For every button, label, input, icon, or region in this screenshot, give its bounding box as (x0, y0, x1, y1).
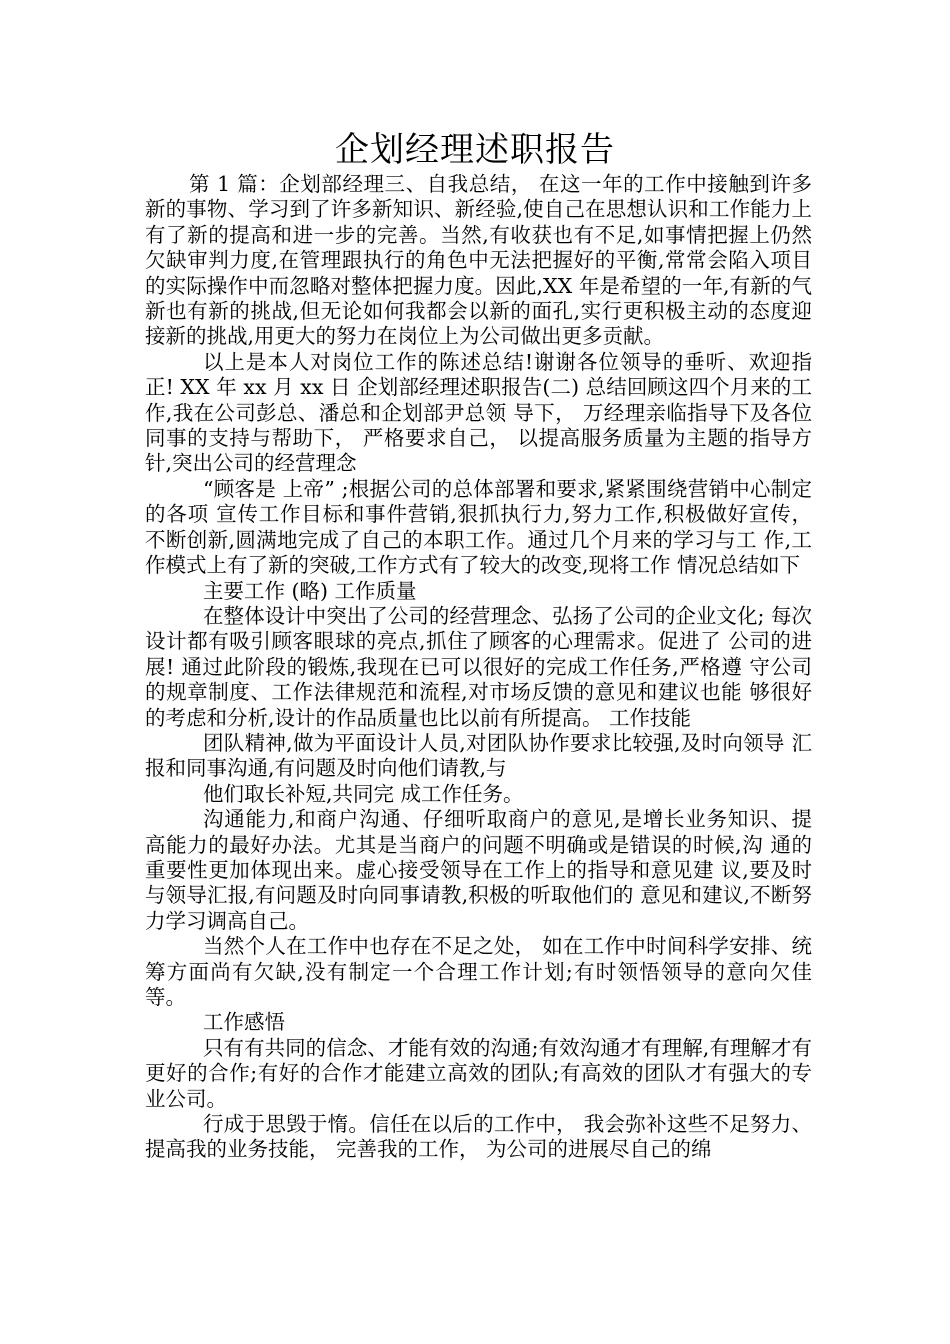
paragraph: 主要工作 (略) 工作质量 (203, 578, 417, 603)
paragraph: “顾客是 上帝” ;根据公司的总体部署和要求,紧紧围绕营销中心制定的各项 宣传工作目标和事件营销,狠抓执行力,努力工作,积极做好宣传， 不断创新,圆满地完成了自己的本职工作。通过几个月来的学习与工 作,工作模式上有了新的突破,工作方式有了较大的改变,现将工作 情况总结如下 (145, 476, 812, 578)
paragraph: 工作感悟 (203, 1010, 285, 1035)
paragraph: 第 1 篇：企划部经理三、自我总结， 在这一年的工作中接触到许多新的事物、学习到了许多新知识、新经验,使自己在思想认识和工作能力上有了新的提高和进一步的完善。当然,有收获也有不足,如事情把握上仍然欠缺审判力度,在管理跟执行的角色中无法把握好的平衡,常常会陷入项目的实际操作中而忽略对整体把握力度。因此,XX 年是希望的一年,有新的气新也有新的挑战,但无论如何我都会以新的面孔,实行更积极主动的态度迎接新的挑战,用更大的努力在岗位上为公司做出更多贡献。 (145, 172, 812, 349)
paragraph: 只有有共同的信念、才能有效的沟通;有效沟通才有理解,有理解才有更好的合作;有好的合作才能建立高效的团队;有高效的团队才有强大的专业公司。 (145, 1035, 812, 1111)
paragraph: 团队精神,做为平面设计人员,对团队协作要求比较强,及时向领导 汇报和同事沟通,有问题及时向他们请教,与 (145, 730, 812, 781)
document-title: 企划经理述职报告 (335, 130, 615, 170)
paragraph: 他们取长补短,共同完 成工作任务。 (203, 781, 524, 806)
paragraph: 沟通能力,和商户沟通、仔细听取商户的意见,是增长业务知识、提 高能力的最好办法。尤其是当商户的问题不明确或是错误的时候,沟 通的重要性更加体现出来。虚心接受领导在工作上的指导和意见建 议,要及时与领导汇报,有问题及时向同事请教,积极的听取他们的 意见和建议,不断努力学习调高自己。 (145, 807, 812, 933)
paragraph: 以上是本人对岗位工作的陈述总结!谢谢各位领导的垂听、欢迎指正! XX 年 xx 月 xx 日 企划部经理述职报告(二) 总结回顾这四个月来的工作,我在公司彭总、潘总和企划部尹总领 导下， 万经理亲临指导下及各位同事的支持与帮助下， 严格要求自己， 以提高服务质量为主题的指导方针,突出公司的经营理念 (145, 349, 812, 476)
document-body (145, 172, 812, 1163)
paragraph: 当然个人在工作中也存在不足之处， 如在工作中时间科学安排、统筹方面尚有欠缺,没有制定一个合理工作计划;有时领悟领导的意向欠佳等。 (145, 934, 812, 1009)
paragraph: 在整体设计中突出了公司的经营理念、弘扬了公司的企业文化; 每次设计都有吸引顾客眼球的亮点,抓住了顾客的心理需求。促进了 公司的进展! 通过此阶段的锻炼,我现在已可以很好的完成工作任务,严格遵 守公司的规章制度、工作法律规范和流程,对市场反馈的意见和建议也能 够很好的考虑和分析,设计的作品质量也比以前有所提高。 工作技能 (145, 603, 812, 730)
paragraph: 行成于思毁于惰。信任在以后的工作中， 我会弥补这些不足努力、提高我的业务技能， 完善我的工作， 为公司的进展尽自己的绵 (145, 1112, 812, 1162)
